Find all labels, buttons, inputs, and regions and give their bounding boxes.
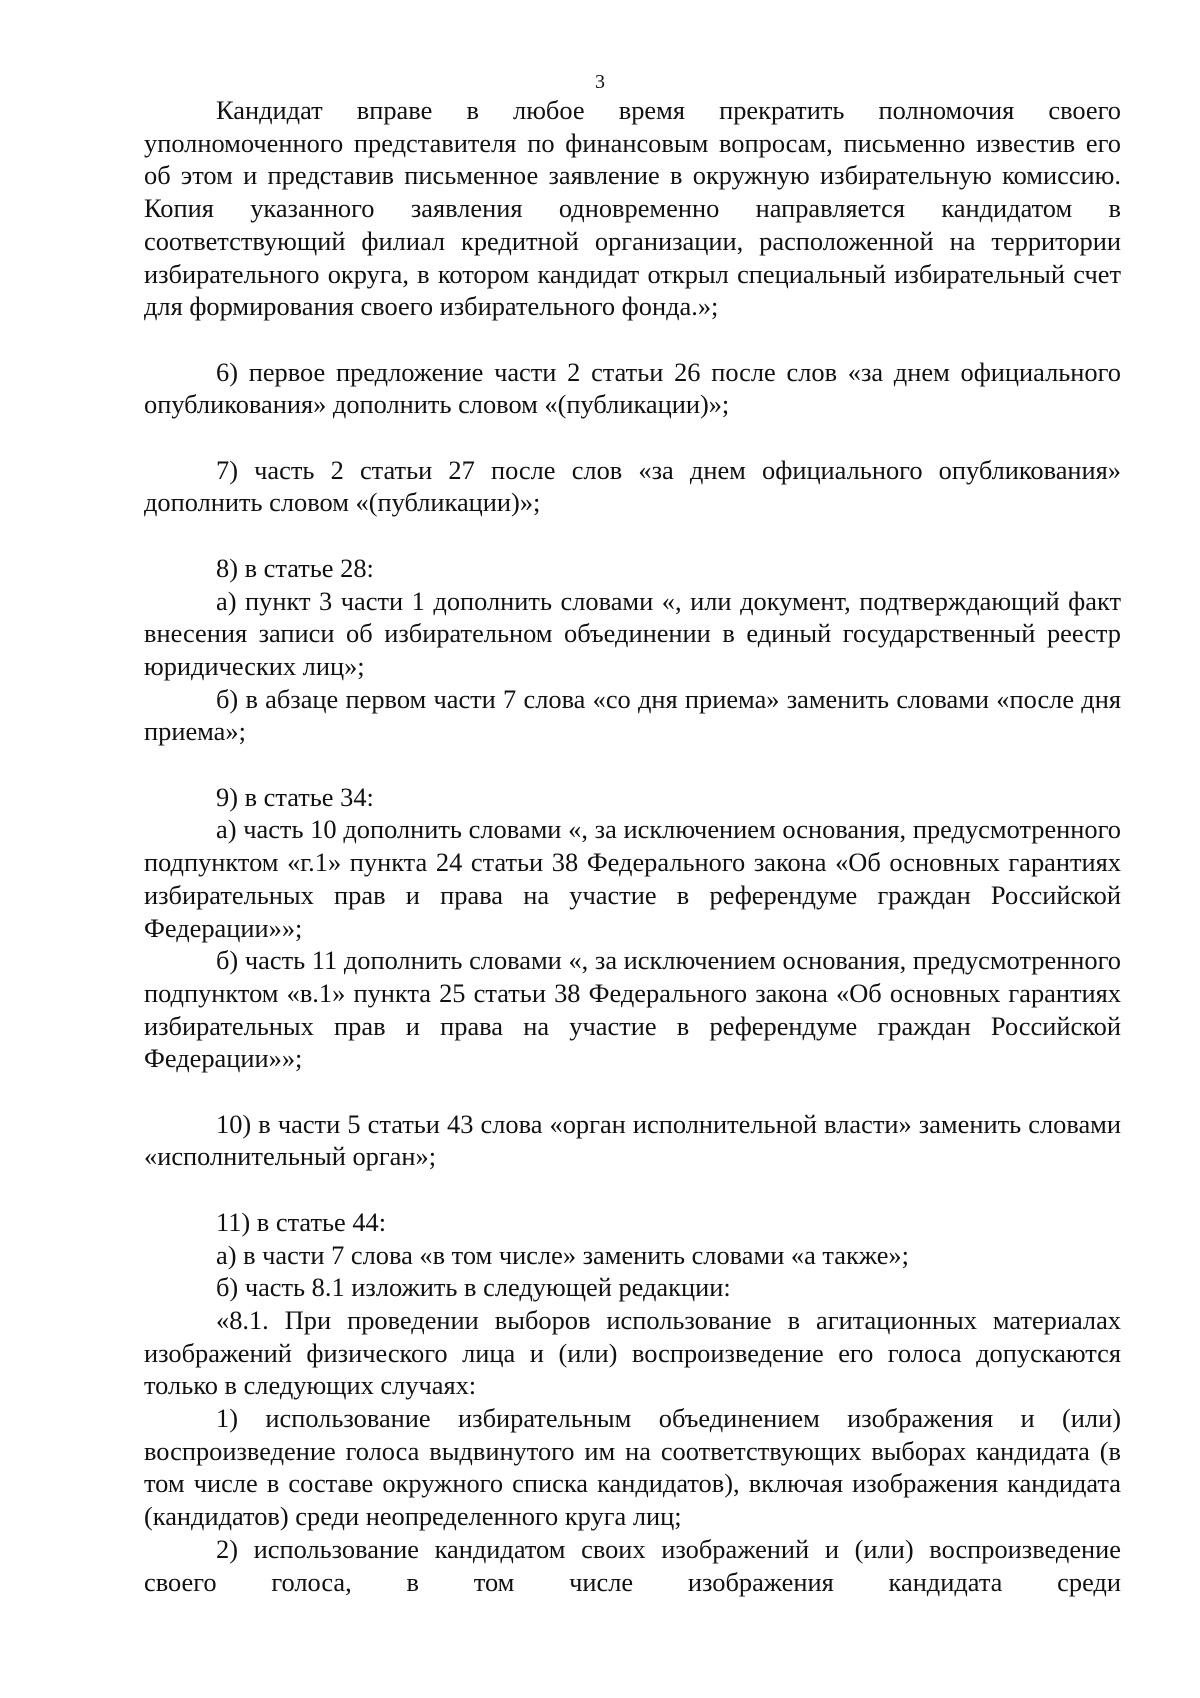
- paragraph-gap: [144, 323, 1121, 356]
- document-body: [144, 94, 1121, 1598]
- paragraph-gap: [144, 519, 1121, 552]
- paragraph: 9) в статье 34:: [216, 781, 374, 812]
- paragraph-gap: [144, 1173, 1121, 1206]
- paragraph: б) часть 11 дополнить словами «, за исключением основания, предусмотренного подпунктом «в.1» пункта 25 статьи 38 Федерального закона «Об основных гарантиях избирательных прав и права на участие в референдуме граждан Российской Федерации»»;: [144, 945, 1121, 1074]
- paragraph: 8) в статье 28:: [216, 552, 374, 583]
- paragraph: 11) в статье 44:: [216, 1206, 387, 1237]
- paragraph: Кандидат вправе в любое время прекратить полномочия своего уполномоченного представителя по финансовым вопросам, письменно известив его об этом и представив письменное заявление в окружную избирательную комиссию. Копия указанного заявления одновременно направляется кандидатом в соответствующий филиал кредитной организации, расположенной на территории избирательного округа, в котором кандидат открыл специальный избирательный счет для формирования своего избирательного фонда.»;: [144, 95, 1121, 322]
- paragraph: б) в абзаце первом части 7 слова «со дня приема» заменить словами «после дня приема»;: [144, 683, 1121, 747]
- paragraph: 2) использование кандидатом своих изображений и (или) воспроизведение своего голоса, в том числе изображения кандидата среди: [144, 1533, 1121, 1597]
- paragraph: 10) в части 5 статьи 43 слова «орган исполнительной власти» заменить словами «исполнительный орган»;: [144, 1108, 1121, 1172]
- paragraph: а) в части 7 слова «в том числе» заменить словами «а также»;: [216, 1239, 909, 1270]
- paragraph-gap: [144, 1075, 1121, 1108]
- paragraph-gap: [144, 748, 1121, 781]
- paragraph: 1) использование избирательным объединением изображения и (или) воспроизведение голоса выдвинутого им на соответствующих выборах кандидата (в том числе в составе окружного списка кандидатов), включая изображения кандидата (кандидатов) среди неопределенного круга лиц;: [144, 1403, 1121, 1532]
- paragraph: 6) первое предложение части 2 статьи 26 после слов «за днем официального опубликования» дополнить словом «(публикации)»;: [144, 356, 1121, 420]
- paragraph: а) часть 10 дополнить словами «, за исключением основания, предусмотренного подпунктом «г.1» пункта 24 статьи 38 Федерального закона «Об основных гарантиях избирательных прав и права на участие в референдуме граждан Российской Федерации»»;: [144, 814, 1121, 943]
- paragraph: 7) часть 2 статьи 27 после слов «за днем официального опубликования» дополнить словом «(публикации)»;: [144, 454, 1121, 518]
- paragraph-gap: [144, 421, 1121, 454]
- paragraph: б) часть 8.1 изложить в следующей редакции:: [216, 1272, 731, 1303]
- paragraph: «8.1. При проведении выборов использование в агитационных материалах изображений физического лица и (или) воспроизведение его голоса допускаются только в следующих случаях:: [144, 1304, 1121, 1401]
- page-number: 3: [595, 71, 605, 93]
- paragraph: а) пункт 3 части 1 дополнить словами «, или документ, подтверждающий факт внесения записи об избирательном объединении в единый государственный реестр юридических лиц»;: [144, 585, 1121, 681]
